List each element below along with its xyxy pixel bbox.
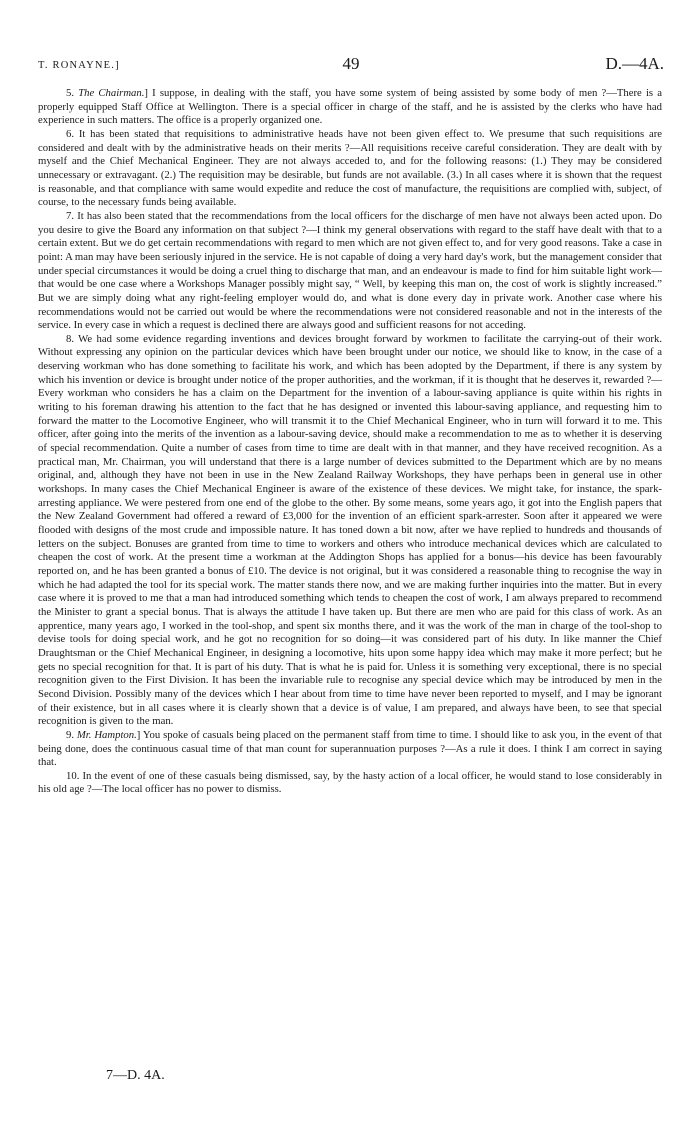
paragraph-text: In the event of one of these casuals being dismissed, say, by the hasty action of a local officer, he would stand to lose considerably in his old age ?—The local officer has no power to dismiss. [38, 769, 663, 796]
paragraph-number: 10. [66, 769, 83, 782]
paragraph-10 [38, 770, 662, 797]
paragraph-text: We had some evidence regarding inventions and devices brought forward by workmen to facilitate the carrying-out of their work. Without expressing any opinion on the particular devices which have been brought under our notice, we should like to know, in the case of a deserving workman who has done something to facilitate his work, and which has been adopted by the Department, if there is any system by which his invention or device is brought under notice of the proper authorities, and the workman, if it is thought that he deserves it, rewarded ?—Every workman who considers he has a claim on the Department for the invention of a labour-saving appliance is quite within his rights in writing to his foreman drawing his attention to the fact that he has designed or invented this labour-saving appliance, and requesting him to forward the matter to the Locomotive Engineer, who will transmit it to the Chief Mechanical Engineer, who in turn will forward it to me. This officer, after going into the merits of the invention as a labour-saving device, should make a recommendation to me as to whether it is deserving of special recommendation. Quite a number of cases from time to time are dealt with in that manner, and they have received recognition. As a practical man, Mr. Chairman, you will understand that there is a large number of devices submitted to the Department which are by no means original, and, although they have not been in use in the New Zealand Railway Workshops, they have perhaps been in general use in other workshops. In many cases the Chief Mechanical Engineer is aware of the existence of these devices. We might take, for instance, the spark-arresting appliance. We were pestered from one end of the globe to the other. By some means, some years ago, it got into the English papers that the New Zealand Government had offered a reward of £3,000 for the invention of an efficient spark-arrester. Soon after it appeared we were flooded with designs of the most crude and impossible nature. It has toned down a bit now, after we have replied to hundreds and thousands of letters on the subject. Bonuses are granted from time to time to workers and others who introduce mechanical devices which are calculated to cheapen the cost of work. At the present time a workman at the Addington Shops has applied for a bonus—his device has been favourably reported on, and he has been granted a bonus of £10. The device is not original, but it was considered a reasonable thing to recognise the way in which he had adapted the tool for its special work. The matter stands there now, and we are making further inquiries into the matter. But in every case where it is proved to me that a man had introduced something which tends to cheapen the cost of work, I am always prepared to recommend the Minister to grant a special bonus. That is always the attitude I have taken up. But there are men who are paid for this class of work. As an apprentice, many years ago, I worked in the tool-shop, and spent six months there, and it was the work of the man in charge of the tool-shop to devise tools for doing special work, and he got no recognition for so doing—it was considered part of his duty. In like manner the Chief Draughtsman or the Chief Mechanical Engineer, in designing a locomotive, hits upon some happy idea which may make it more perfect; but he gets no special recognition for that. It is part of his duty. That is what he is paid for. Unless it is something very exceptional, there is no special recognition given to the First Division. It has been the invariable rule to recognise any special device which may be introduced by men in the Second Division. Possibly many of the devices which I hear about from time to time have never been reported to myself, and I may be ignorant of their existence, but in all cases where it is clearly shown that a device is of value, I am prepared, and always have been, to see that special recognition is given to the man. [38, 332, 662, 728]
page-number: 49 [342, 54, 360, 73]
paragraph-text: It has also been stated that the recommendations from the local officers for the discharge of men have not always been acted upon. Do you desire to give the Board any information on that subject ?—I think my general observations with regard to the staff have dealt with that to a certain extent. But we do get certain recommendations with regard to men which are not given effect to, and for very good reasons. Take a case in point: A man may have been seriously injured in the service. He is not capable of doing a very hard day's work, but the management consider that under special circumstances it would be doing a cruel thing to discharge that man, and an endeavour is made to find for him suitable light work—that would be one case where a Workshops Manager possibly might say, “ Well, by keeping this man on, the cost of work is slightly increased.” But we are simply doing what any right-feeling employer would do, and what is done every day in private work. Another case where his recommendations would not be carried out would be where the recommendations were not considered reasonable and not in the interests of the service. In every case in which a request is declined there are always good and sufficient reasons for not acceding. [38, 209, 662, 332]
paragraph-number: 6. [66, 127, 79, 140]
paragraph-text: It has been stated that requisitions to administrative heads have not been given effect to. We presume that such requisitions are considered and dealt with by the administrative heads on their merits ?—All requisitions receive careful consideration. They are dealt with by myself and the Chief Mechanical Engineer. They are not always acceded to, and for the following reasons: (1.) They may be considered unnecessary or extravagant. (2.) The requisition may be desirable, but funds are not available. (3.) In all cases where it is shown that the request is reasonable, and that compliance with same would expedite and reduce the cost of manufacture, the requisitions are complied with, subject, of course, to the necessary funds being available. [38, 127, 662, 209]
paragraph-7 [38, 210, 662, 333]
paragraph-8 [38, 333, 662, 729]
paragraph-number: 7. [66, 209, 78, 222]
page-header [38, 54, 664, 78]
paragraph-number: 8. [66, 332, 79, 345]
paragraph-text: ] I suppose, in dealing with the staff, you have some system of being assisted by some body of men ?—There is a properly equipped Staff Office at Wellington. There is a special officer in charge of the staff, and he is assisted by the clerks who have had experience in such matters. The office is a properly organized one. [38, 87, 662, 127]
speaker-name: The Chairman. [78, 87, 145, 99]
page-footer-signature: 7—D. 4A. [106, 1068, 165, 1083]
paragraph-text: ] You spoke of casuals being placed on the permanent staff from time to time. I should like to ask you, in the event of that being done, does the continuous casual time of that man count for superannuation purposes ?—As a rule it does. I think I am correct in saying that. [38, 728, 662, 769]
paragraph-number: 9. [66, 728, 77, 741]
paragraph-9 [38, 729, 662, 770]
paragraph-number: 5. [66, 87, 79, 99]
paragraph-6 [38, 128, 662, 210]
document-reference: D.—4A. [605, 54, 664, 73]
page-body [38, 87, 662, 797]
witness-name: T. RONAYNE.] [38, 60, 120, 71]
speaker-name: Mr. Hampton. [76, 728, 137, 741]
paragraph-5 [38, 87, 662, 128]
